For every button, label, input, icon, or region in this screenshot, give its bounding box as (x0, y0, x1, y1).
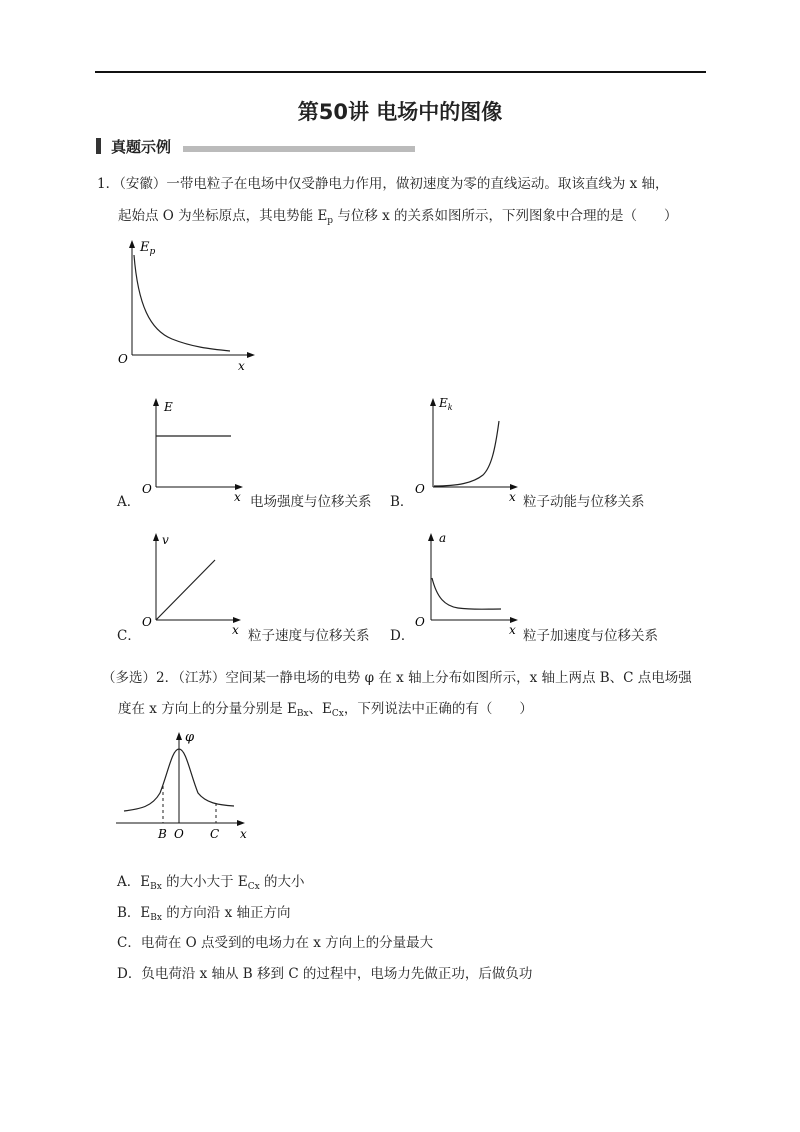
section-underline (183, 146, 415, 152)
q2-line2-sub2: Cx (331, 709, 344, 719)
q1-c-y-label: v (162, 533, 169, 547)
q1-b-y-arrow (430, 398, 436, 406)
q2-x-arrow (237, 820, 245, 826)
q2-option-b-mid: 的方向沿 x 轴正方向 (161, 905, 291, 921)
q1-option-b-graph (413, 393, 523, 505)
q1-ep-x-label: x (238, 359, 245, 373)
q1-d-origin: O (415, 615, 425, 629)
q1-d-y-arrow (428, 533, 434, 541)
q2-label-b: B (158, 827, 167, 841)
q1-option-d-graph (413, 528, 523, 640)
q2-label-c: C (210, 827, 220, 841)
q2-label-o: O (174, 827, 184, 841)
q2-option-b[interactable] (117, 901, 290, 923)
q2-phi-graph (110, 723, 260, 845)
q1-ep-y-label: $E_p$ (140, 240, 156, 257)
q1-ep-curve (134, 255, 230, 351)
q1-option-a-letter[interactable]: A． (117, 494, 141, 510)
q2-option-b-sub: Bx (150, 913, 162, 923)
q1-a-origin: O (142, 482, 152, 496)
section-heading: 真题示例 (111, 138, 172, 156)
q2-y-arrow (176, 732, 182, 740)
q1-ep-graph (110, 235, 260, 375)
q1-option-b-caption: 粒子动能与位移关系 (523, 494, 645, 510)
q1-option-b-letter[interactable]: B． (390, 494, 414, 510)
q1-c-y-arrow (153, 533, 159, 541)
q2-option-a-sub: Bx (150, 882, 162, 892)
q2-line2 (118, 703, 533, 719)
q1-ep-origin: O (118, 352, 128, 366)
q2-option-a-sub2: Cx (247, 882, 260, 892)
q2-option-b-pre: B．E (117, 905, 151, 921)
q1-a-y-label: E (164, 400, 173, 414)
q2-y-label: φ (185, 730, 195, 745)
q1-c-line (156, 560, 215, 620)
page-title: 第50讲 电场中的图像 (297, 100, 503, 124)
q2-option-a-pre: A．E (117, 874, 151, 890)
q1-option-a-graph (140, 395, 250, 505)
q2-x-label: x (240, 827, 247, 841)
q1-option-a-caption: 电场强度与位移关系 (250, 494, 372, 510)
q1-option-c-graph (140, 530, 250, 640)
q2-line2-pre: 度在 x 方向上的分量分别是 E (118, 701, 297, 717)
q1-d-y-label: a (439, 531, 447, 545)
q1-c-x-label: x (232, 623, 239, 637)
q2-option-a[interactable] (117, 870, 305, 892)
q1-line2-pre: 起始点 O 为坐标原点，其电势能 E (118, 208, 328, 224)
q2-option-d[interactable]: D．负电荷沿 x 轴从 B 移到 C 的过程中，电场力先做正功，后做负功 (117, 966, 533, 982)
section-marker (96, 138, 101, 154)
q1-option-d-letter[interactable]: D． (390, 628, 415, 644)
q1-b-x-label: x (509, 490, 516, 504)
q2-option-c[interactable]: C．电荷在 O 点受到的电场力在 x 方向上的分量最大 (117, 935, 434, 951)
q1-b-curve (434, 421, 499, 486)
q2-line2-post: ，下列说法中正确的有（ ） (343, 701, 533, 717)
q1-option-c-caption: 粒子速度与位移关系 (248, 628, 370, 644)
q2-option-a-mid: 的大小大于 E (161, 874, 248, 890)
q1-line2 (118, 210, 678, 226)
q2-option-a-post: 的大小 (259, 874, 305, 890)
q1-line2-sub: p (327, 216, 334, 226)
q1-option-d-caption: 粒子加速度与位移关系 (523, 628, 658, 644)
q1-b-y-label: $E_k$ (439, 396, 453, 412)
q1-d-x-label: x (509, 623, 516, 637)
q1-ep-x-arrow (247, 352, 255, 358)
top-rule (95, 71, 706, 73)
q1-line2-post: 与位移 x 的关系如图所示，下列图象中合理的是（ ） (333, 208, 678, 224)
q1-c-origin: O (142, 615, 152, 629)
q2-line1: （多选）2．（江苏）空间某一静电场的电势 φ 在 x 轴上分布如图所示，x 轴上两点 B、C 点电场强 (102, 670, 692, 686)
q1-line1: 1．（安徽）一带电粒子在电场中仅受静电力作用，做初速度为零的直线运动。取该直线为 x 轴， (97, 176, 669, 192)
q1-d-curve (432, 578, 501, 609)
q1-ep-y-arrow (129, 240, 135, 248)
q2-line2-sub1: Bx (296, 709, 309, 719)
q2-line2-mid: 、E (308, 701, 332, 717)
q1-a-y-arrow (153, 398, 159, 406)
q1-option-c-letter[interactable]: C． (117, 628, 141, 644)
q1-b-origin: O (415, 482, 425, 496)
q1-a-x-label: x (234, 490, 241, 504)
